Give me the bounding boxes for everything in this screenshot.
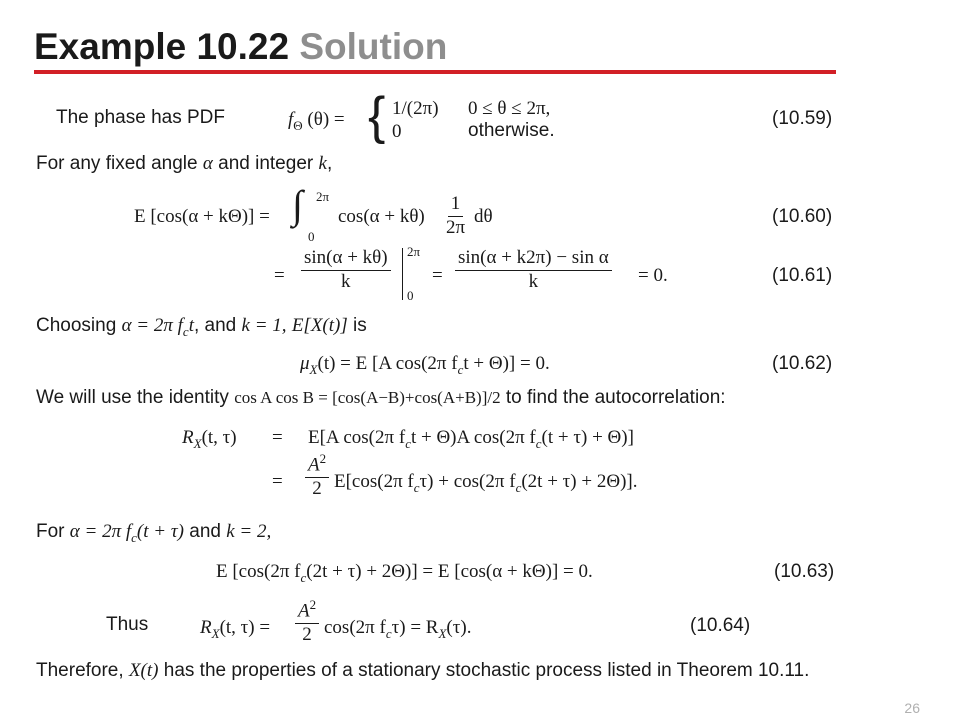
r1-rhs-b: t + Θ)A cos(2π f	[410, 427, 536, 448]
eq60-frac	[440, 194, 471, 239]
for-math-k: k = 2,	[226, 521, 272, 542]
thus-text: Thus	[106, 614, 149, 635]
choose-math-e: E[X(t)]	[291, 315, 348, 336]
conclusion-math: X(t)	[128, 660, 159, 681]
eq62-sub: X	[309, 361, 318, 377]
choose-math-k: k = 1,	[241, 315, 287, 336]
r1-rhs-a: E[A cos(2π f	[308, 427, 406, 448]
eq61-frac2	[452, 248, 615, 293]
eq61-den2: k	[528, 270, 539, 292]
r2-frac	[302, 452, 332, 500]
eq62-tail: t + Θ)] = 0.	[463, 353, 550, 374]
eq64-end: (τ).	[446, 617, 472, 638]
identity-line	[36, 387, 726, 409]
r1-rhs-c2: c	[535, 435, 542, 451]
slide-title	[34, 26, 447, 68]
identity-text-a: We will use the identity	[36, 387, 229, 408]
pdf-case2-val: 0	[392, 121, 402, 142]
r1-args: (t, τ)	[201, 427, 237, 448]
pdf-label: The phase has PDF	[56, 107, 225, 128]
conclusion-a: Therefore,	[36, 660, 124, 681]
eqno-1063: (10.63)	[774, 561, 835, 582]
fixed-angle-end: ,	[326, 153, 333, 174]
r2-rhs-b: τ) + cos(2π f	[419, 471, 516, 492]
integral-sign: ∫	[292, 182, 303, 227]
fixed-angle-text-b: and integer	[218, 153, 314, 174]
eq62-sub-c: c	[457, 361, 464, 377]
r1-eq: =	[272, 427, 283, 448]
eq61-frac1	[298, 248, 394, 293]
eq64-args: (t, τ) =	[219, 617, 271, 638]
r1-rhs	[308, 427, 634, 452]
eq61-den1: k	[341, 270, 351, 292]
eq63-b: (2t + τ) + 2Θ)] = E [cos(α + kΘ)] = 0.	[306, 561, 593, 582]
eq63-a: E [cos(2π f	[216, 561, 301, 582]
eq64-num-sup: 2	[309, 597, 317, 612]
eq61-eq: =	[274, 265, 285, 286]
pdf-sub: Θ	[293, 117, 303, 133]
eq64-rhs	[324, 617, 471, 642]
eq64-lhs	[200, 617, 270, 642]
pdf-arg: (θ) =	[302, 109, 345, 130]
eq60-integrand: cos(α + kθ)	[338, 206, 425, 227]
eq60-lower: 0	[308, 229, 315, 244]
eq60-lhs: E [cos(α + kΘ)] =	[134, 206, 270, 227]
page-number: 26	[904, 700, 920, 716]
for-text-a: For	[36, 521, 65, 542]
k-symbol: k	[318, 153, 327, 174]
eq62-mu: μ	[300, 353, 310, 374]
eq60-frac-num: 1	[448, 194, 464, 217]
eq60-frac-den: 2π	[446, 216, 466, 238]
eqno-1061: (10.61)	[772, 265, 833, 286]
eq62-rest: (t) = E [A cos(2π f	[317, 353, 458, 374]
eq61-upper: 2π	[407, 244, 421, 259]
title-main: Example 10.22	[34, 26, 290, 67]
pdf-lhs	[288, 109, 345, 134]
choose-text-c: is	[353, 315, 367, 336]
r2-rhs	[334, 471, 637, 496]
for-sub-c: c	[131, 529, 137, 545]
r2-den: 2	[312, 478, 322, 500]
eq61-tail: = 0.	[638, 265, 668, 286]
eq64-frac	[292, 598, 322, 646]
choose-math-b: t	[188, 315, 194, 336]
fixed-angle-text-a: For any fixed angle	[36, 153, 198, 174]
r2-num-sup: 2	[319, 451, 327, 466]
r2-rhs-c: c	[413, 479, 420, 495]
eq61-num1: sin(α + kθ)	[301, 248, 391, 271]
eq60-upper: 2π	[316, 189, 330, 204]
alpha-symbol: α	[202, 153, 213, 174]
r1-R: R	[182, 427, 194, 448]
choose-math-a: α = 2π f	[121, 315, 183, 336]
r2-eq: =	[272, 471, 283, 492]
identity-text-b: to find the autocorrelation:	[505, 387, 726, 408]
r2-rhs-tail: (2t + τ) + 2Θ)].	[521, 471, 638, 492]
eq61-eval-bar	[402, 248, 405, 300]
eq64-den: 2	[302, 624, 312, 646]
eqno-1059: (10.59)	[772, 108, 833, 129]
r1-rhs-c: c	[405, 435, 411, 451]
choose-text-a: Choosing	[36, 315, 117, 336]
eq64-mid: cos(2π f	[324, 617, 386, 638]
for-text-b: and	[189, 521, 221, 542]
r2-num: A	[308, 454, 320, 476]
eq64-c: c	[385, 625, 392, 641]
eqno-1064: (10.64)	[690, 615, 751, 636]
eq64-sub2: X	[438, 625, 447, 641]
title-underline	[34, 70, 836, 74]
choose-sub-c: c	[182, 323, 189, 339]
for-line	[36, 521, 271, 546]
eq62	[300, 353, 550, 378]
for-math-a: α = 2π f	[69, 521, 132, 542]
eq61-num2: sin(α + k2π) − sin α	[455, 248, 612, 271]
r1-rhs-tail: (t + τ) + Θ)]	[541, 427, 634, 448]
r2-rhs-a: E[cos(2π f	[334, 471, 414, 492]
eq61-eq2: =	[432, 265, 443, 286]
eq64-R: R	[200, 617, 212, 638]
eq64-sub: X	[211, 625, 220, 641]
pdf-brace: {	[368, 87, 386, 145]
eq64-tail: τ) = R	[391, 617, 439, 638]
choosing-line	[36, 315, 367, 340]
pdf-case1-cond: 0 ≤ θ ≤ 2π,	[468, 98, 551, 119]
eq61-lower: 0	[407, 288, 414, 303]
eq63-c: c	[300, 569, 307, 585]
for-math-b: (t + τ)	[136, 521, 184, 542]
identity-math: cos A cos B = [cos(A−B)+cos(A+B)]/2	[234, 388, 501, 407]
pdf-case1-val: 1/(2π)	[392, 98, 439, 119]
conclusion-line	[36, 660, 809, 682]
eqno-1060: (10.60)	[772, 206, 833, 227]
r1-sub: X	[193, 435, 202, 451]
title-sub: Solution	[299, 26, 448, 67]
fixed-angle-line	[36, 153, 332, 175]
pdf-f: f	[288, 109, 294, 130]
eq60-integral	[292, 182, 330, 244]
conclusion-b: has the properties of a stationary stochastic process listed in Theorem 10.11.	[163, 660, 810, 681]
eq63	[216, 561, 593, 586]
eq60-d: dθ	[474, 206, 493, 227]
eq64-num: A	[298, 600, 310, 622]
eqno-1062: (10.62)	[772, 353, 833, 374]
choose-text-b: , and	[193, 315, 237, 336]
r1-lhs	[182, 427, 237, 452]
pdf-case2-cond: otherwise.	[468, 120, 555, 141]
r2-rhs-c2: c	[515, 479, 522, 495]
